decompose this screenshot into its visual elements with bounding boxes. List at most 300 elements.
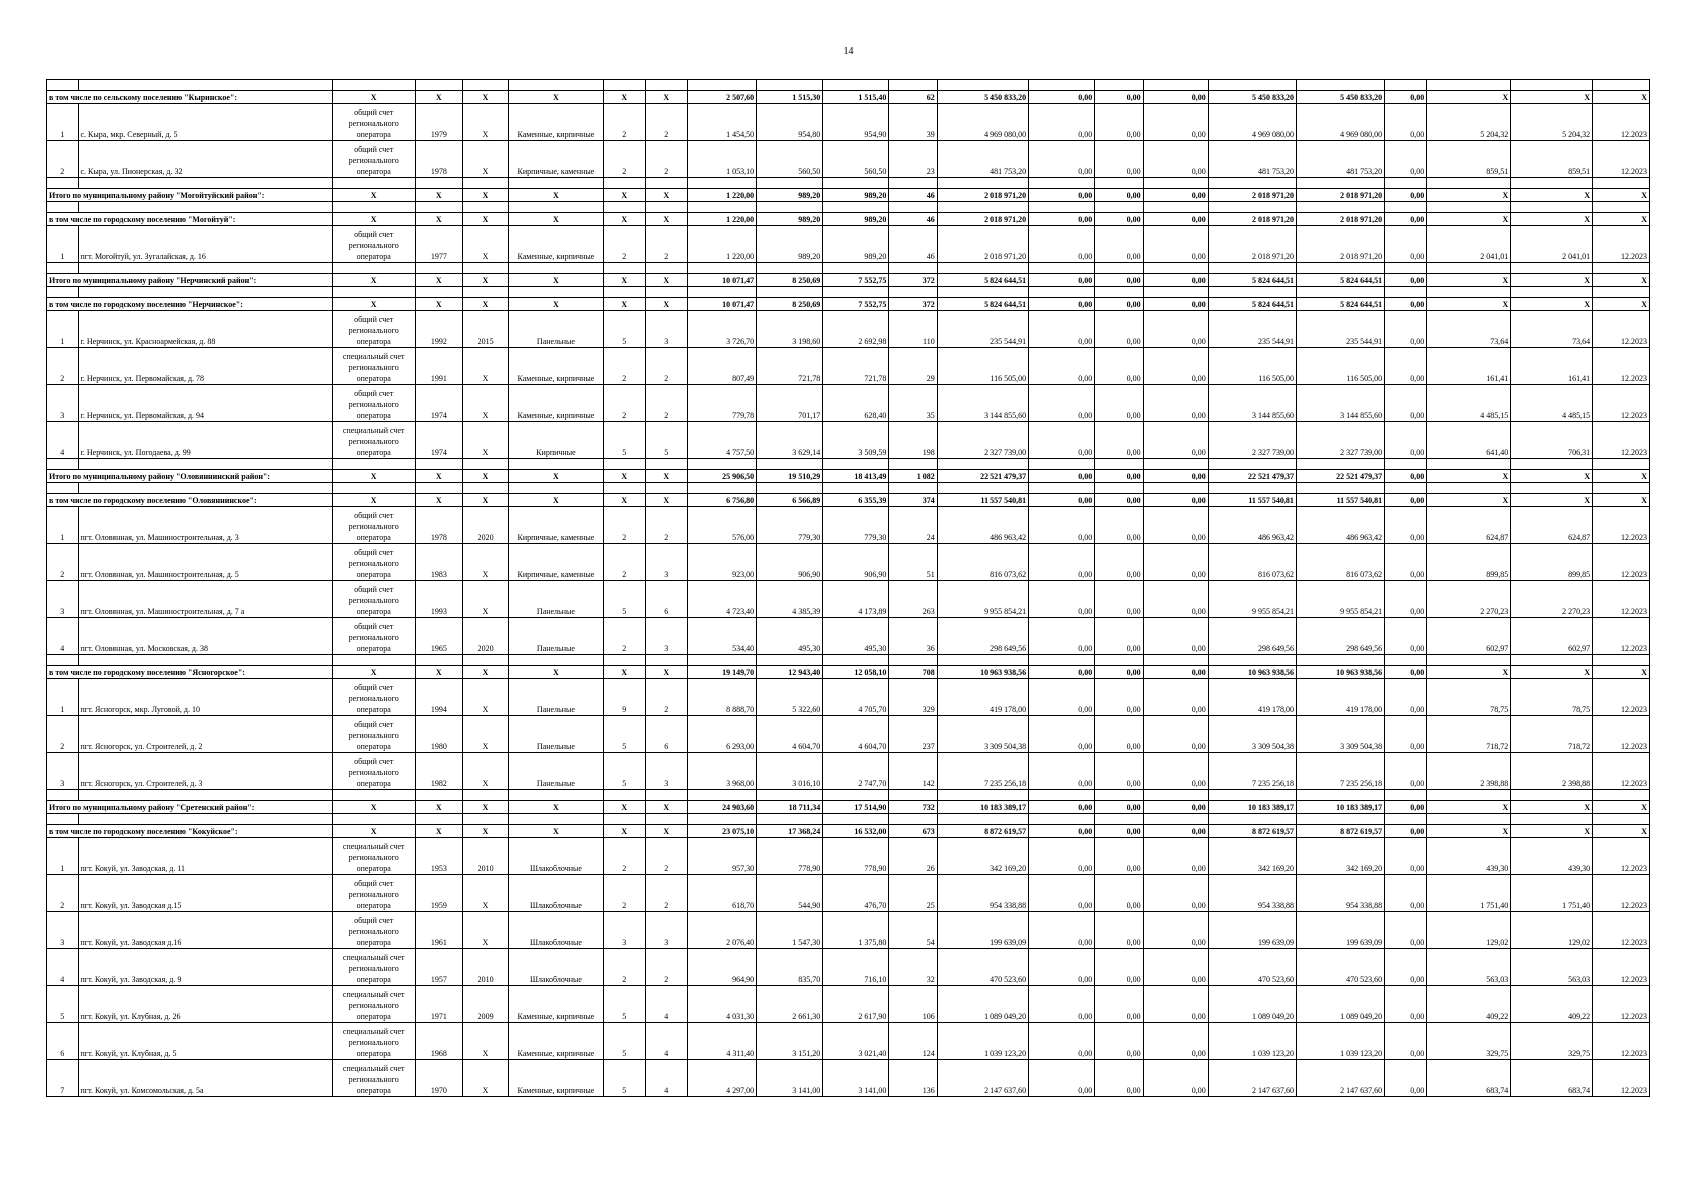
cell-col-17: 8 872 619,57 <box>1208 825 1296 838</box>
cell-col-8: X <box>645 825 687 838</box>
cell-col-12: 51 <box>889 544 937 581</box>
row-number: 2 <box>47 141 79 178</box>
cell-col-18: 199 639,09 <box>1296 912 1384 949</box>
house-address: пгт. Кокуй, ул. Клубная, д. 26 <box>78 986 332 1023</box>
cell-col-8: 2 <box>645 348 687 385</box>
cell-col-7: 2 <box>603 385 645 422</box>
cell-col-19: 0,00 <box>1385 385 1427 422</box>
cell-col-7: X <box>603 666 645 679</box>
cell-col-20: 5 204,32 <box>1427 104 1511 141</box>
cell-col-22: 12.2023 <box>1593 1023 1650 1060</box>
cell-col-10: 1 515,30 <box>757 91 823 104</box>
cell-col-11: 476,70 <box>823 875 889 912</box>
cell-col-15: 0,00 <box>1095 385 1143 422</box>
cell-col-5: X <box>462 825 508 838</box>
cell-col-11: 560,50 <box>823 141 889 178</box>
cell-col-15: 0,00 <box>1095 838 1143 875</box>
cell-col-9: 1 053,10 <box>687 141 756 178</box>
cell-col-16: 0,00 <box>1143 618 1208 655</box>
cell-col-12: 23 <box>889 141 937 178</box>
cell-col-21: 78,75 <box>1511 679 1593 716</box>
settlement-subtotal-row <box>47 213 1650 226</box>
cell-col-8: 2 <box>645 838 687 875</box>
cell-col-16: 0,00 <box>1143 348 1208 385</box>
cell-col-19: 0,00 <box>1385 825 1427 838</box>
cell-col-9: 534,40 <box>687 618 756 655</box>
row-spacer <box>47 80 1650 91</box>
cell-col-13: 1 089 049,20 <box>937 986 1028 1023</box>
house-row <box>47 385 1650 422</box>
cell-col-22: 12.2023 <box>1593 507 1650 544</box>
cell-col-21: X <box>1511 494 1593 507</box>
cell-col-21: X <box>1511 189 1593 202</box>
cell-col-3: специальный счет регионального оператора <box>332 838 415 875</box>
cell-col-5: X <box>462 298 508 311</box>
cell-col-7: 5 <box>603 753 645 790</box>
cell-col-15: 0,00 <box>1095 912 1143 949</box>
cell-col-8: X <box>645 801 687 814</box>
cell-col-22: X <box>1593 825 1650 838</box>
cell-col-15: 0,00 <box>1095 470 1143 483</box>
cell-col-17: 486 963,42 <box>1208 507 1296 544</box>
cell-col-10: 5 322,60 <box>757 679 823 716</box>
cell-col-18: 5 824 644,51 <box>1296 274 1384 287</box>
cell-col-15: 0,00 <box>1095 422 1143 459</box>
cell-col-11: 778,90 <box>823 838 889 875</box>
cell-col-17: 298 649,56 <box>1208 618 1296 655</box>
cell-col-14: 0,00 <box>1029 1060 1095 1097</box>
cell-col-22: X <box>1593 274 1650 287</box>
cell-col-21: 718,72 <box>1511 716 1593 753</box>
cell-col-20: 329,75 <box>1427 1023 1511 1060</box>
cell-col-14: 0,00 <box>1029 141 1095 178</box>
cell-col-22: X <box>1593 470 1650 483</box>
cell-col-15: 0,00 <box>1095 1023 1143 1060</box>
cell-col-10: 778,90 <box>757 838 823 875</box>
cell-col-5: X <box>462 1023 508 1060</box>
settlement-subtotal-row <box>47 666 1650 679</box>
cell-col-5: X <box>462 141 508 178</box>
cell-col-14: 0,00 <box>1029 385 1095 422</box>
cell-col-14: 0,00 <box>1029 753 1095 790</box>
cell-col-3: X <box>332 213 415 226</box>
cell-col-22: 12.2023 <box>1593 422 1650 459</box>
cell-col-15: 0,00 <box>1095 348 1143 385</box>
cell-col-15: 0,00 <box>1095 213 1143 226</box>
cell-col-7: X <box>603 213 645 226</box>
cell-col-8: 4 <box>645 1023 687 1060</box>
cell-col-7: 2 <box>603 104 645 141</box>
cell-col-17: 342 169,20 <box>1208 838 1296 875</box>
cell-col-6: X <box>509 494 604 507</box>
cell-col-13: 470 523,60 <box>937 949 1028 986</box>
cell-col-18: 235 544,91 <box>1296 311 1384 348</box>
cell-col-12: 124 <box>889 1023 937 1060</box>
cell-col-21: 683,74 <box>1511 1060 1593 1097</box>
cell-col-18: 3 144 855,60 <box>1296 385 1384 422</box>
cell-col-18: 22 521 479,37 <box>1296 470 1384 483</box>
cell-col-21: 2 041,01 <box>1511 226 1593 263</box>
cell-col-11: 17 514,90 <box>823 801 889 814</box>
cell-col-20: 4 485,15 <box>1427 385 1511 422</box>
cell-col-20: 718,72 <box>1427 716 1511 753</box>
cell-col-14: 0,00 <box>1029 679 1095 716</box>
cell-col-10: 3 629,14 <box>757 422 823 459</box>
cell-col-4: 1980 <box>415 716 462 753</box>
cell-col-21: X <box>1511 801 1593 814</box>
cell-col-7: 2 <box>603 226 645 263</box>
cell-col-8: 2 <box>645 104 687 141</box>
cell-col-22: 12.2023 <box>1593 949 1650 986</box>
cell-col-10: 1 547,30 <box>757 912 823 949</box>
house-address: пгт. Кокуй, ул. Клубная, д. 5 <box>78 1023 332 1060</box>
cell-col-12: 32 <box>889 949 937 986</box>
cell-col-22: X <box>1593 213 1650 226</box>
cell-col-20: 129,02 <box>1427 912 1511 949</box>
cell-col-5: X <box>462 91 508 104</box>
cell-col-4: 1974 <box>415 422 462 459</box>
cell-col-4: 1959 <box>415 875 462 912</box>
cell-col-7: 2 <box>603 141 645 178</box>
house-address: пгт. Оловянная, ул. Машиностроительная, д. 7 а <box>78 581 332 618</box>
cell-col-4: 1978 <box>415 507 462 544</box>
cell-col-19: 0,00 <box>1385 949 1427 986</box>
cell-col-19: 0,00 <box>1385 544 1427 581</box>
house-row <box>47 422 1650 459</box>
cell-col-6: X <box>509 470 604 483</box>
cell-col-4: 1968 <box>415 1023 462 1060</box>
cell-col-4: X <box>415 825 462 838</box>
cell-col-4: 1970 <box>415 1060 462 1097</box>
settlement-subtotal-label: в том числе по городскому поселению "Ясногорское": <box>47 666 333 679</box>
cell-col-5: X <box>462 422 508 459</box>
cell-col-4: 1961 <box>415 912 462 949</box>
row-number: 1 <box>47 311 79 348</box>
cell-col-3: X <box>332 470 415 483</box>
cell-col-8: 6 <box>645 581 687 618</box>
cell-col-9: 24 903,60 <box>687 801 756 814</box>
cell-col-10: 779,30 <box>757 507 823 544</box>
cell-col-14: 0,00 <box>1029 801 1095 814</box>
cell-col-5: X <box>462 912 508 949</box>
district-total-row <box>47 801 1650 814</box>
cell-col-10: 12 943,40 <box>757 666 823 679</box>
cell-col-9: 4 723,40 <box>687 581 756 618</box>
cell-col-22: 12.2023 <box>1593 385 1650 422</box>
cell-col-6: Шлакоблочные <box>509 875 604 912</box>
cell-col-11: 989,20 <box>823 226 889 263</box>
cell-col-14: 0,00 <box>1029 544 1095 581</box>
cell-col-17: 4 969 080,00 <box>1208 104 1296 141</box>
cell-col-15: 0,00 <box>1095 298 1143 311</box>
cell-col-3: X <box>332 801 415 814</box>
cell-col-4: 1978 <box>415 141 462 178</box>
cell-col-17: 199 639,09 <box>1208 912 1296 949</box>
cell-col-8: 3 <box>645 753 687 790</box>
house-row <box>47 581 1650 618</box>
cell-col-3: специальный счет регионального оператора <box>332 348 415 385</box>
cell-col-21: X <box>1511 825 1593 838</box>
cell-col-13: 10 963 938,56 <box>937 666 1028 679</box>
cell-col-4: X <box>415 666 462 679</box>
cell-col-9: 23 075,10 <box>687 825 756 838</box>
cell-col-17: 10 963 938,56 <box>1208 666 1296 679</box>
cell-col-3: общий счет регионального оператора <box>332 875 415 912</box>
cell-col-7: 2 <box>603 507 645 544</box>
cell-col-17: 116 505,00 <box>1208 348 1296 385</box>
cell-col-22: 12.2023 <box>1593 581 1650 618</box>
row-number: 4 <box>47 618 79 655</box>
cell-col-15: 0,00 <box>1095 753 1143 790</box>
cell-col-15: 0,00 <box>1095 679 1143 716</box>
cell-col-4: X <box>415 274 462 287</box>
cell-col-8: 2 <box>645 385 687 422</box>
cell-col-16: 0,00 <box>1143 544 1208 581</box>
row-number: 1 <box>47 679 79 716</box>
cell-col-17: 954 338,88 <box>1208 875 1296 912</box>
cell-col-16: 0,00 <box>1143 422 1208 459</box>
cell-col-5: 2020 <box>462 618 508 655</box>
cell-col-21: 129,02 <box>1511 912 1593 949</box>
cell-col-13: 2 018 971,20 <box>937 189 1028 202</box>
cell-col-10: 4 604,70 <box>757 716 823 753</box>
cell-col-14: 0,00 <box>1029 274 1095 287</box>
cell-col-14: 0,00 <box>1029 875 1095 912</box>
cell-col-21: 161,41 <box>1511 348 1593 385</box>
cell-col-19: 0,00 <box>1385 507 1427 544</box>
cell-col-20: 2 041,01 <box>1427 226 1511 263</box>
cell-col-15: 0,00 <box>1095 986 1143 1023</box>
cell-col-9: 4 297,00 <box>687 1060 756 1097</box>
cell-col-20: 563,03 <box>1427 949 1511 986</box>
cell-col-22: 12.2023 <box>1593 618 1650 655</box>
settlement-subtotal-label: в том числе по городскому поселению "Могойтуй": <box>47 213 333 226</box>
cell-col-5: X <box>462 679 508 716</box>
cell-col-19: 0,00 <box>1385 422 1427 459</box>
cell-col-10: 3 151,20 <box>757 1023 823 1060</box>
cell-col-18: 470 523,60 <box>1296 949 1384 986</box>
cell-col-5: X <box>462 875 508 912</box>
cell-col-6: Кирпичные, каменные <box>509 544 604 581</box>
cell-col-9: 576,00 <box>687 507 756 544</box>
cell-col-16: 0,00 <box>1143 1023 1208 1060</box>
house-row <box>47 838 1650 875</box>
cell-col-10: 544,90 <box>757 875 823 912</box>
cell-col-7: X <box>603 470 645 483</box>
capital-repair-register-table <box>46 79 1650 1097</box>
cell-col-10: 835,70 <box>757 949 823 986</box>
cell-col-11: 716,10 <box>823 949 889 986</box>
cell-col-12: 263 <box>889 581 937 618</box>
page-number: 14 <box>843 46 854 57</box>
cell-col-9: 3 968,00 <box>687 753 756 790</box>
house-address: пгт. Кокуй, ул. Комсомольская, д. 5а <box>78 1060 332 1097</box>
cell-col-19: 0,00 <box>1385 801 1427 814</box>
cell-col-20: 409,22 <box>1427 986 1511 1023</box>
cell-col-21: 899,85 <box>1511 544 1593 581</box>
cell-col-20: 624,87 <box>1427 507 1511 544</box>
cell-col-15: 0,00 <box>1095 949 1143 986</box>
cell-col-16: 0,00 <box>1143 213 1208 226</box>
settlement-subtotal-label: в том числе по городскому поселению "Нерчинское": <box>47 298 333 311</box>
cell-col-11: 3 141,00 <box>823 1060 889 1097</box>
house-address: пгт. Могойтуй, ул. Зугалайская, д. 16 <box>78 226 332 263</box>
cell-col-9: 4 757,50 <box>687 422 756 459</box>
cell-col-17: 481 753,20 <box>1208 141 1296 178</box>
cell-col-10: 19 510,29 <box>757 470 823 483</box>
cell-col-6: Кирпичные, каменные <box>509 141 604 178</box>
cell-col-16: 0,00 <box>1143 679 1208 716</box>
cell-col-10: 3 198,60 <box>757 311 823 348</box>
cell-col-8: X <box>645 274 687 287</box>
cell-col-14: 0,00 <box>1029 226 1095 263</box>
cell-col-4: X <box>415 189 462 202</box>
cell-col-3: специальный счет регионального оператора <box>332 1023 415 1060</box>
cell-col-6: Панельные <box>509 581 604 618</box>
cell-col-18: 816 073,62 <box>1296 544 1384 581</box>
cell-col-3: X <box>332 666 415 679</box>
cell-col-14: 0,00 <box>1029 189 1095 202</box>
cell-col-6: Шлакоблочные <box>509 838 604 875</box>
cell-col-16: 0,00 <box>1143 1060 1208 1097</box>
cell-col-10: 560,50 <box>757 141 823 178</box>
register-table-body <box>47 80 1650 1097</box>
district-total-row <box>47 189 1650 202</box>
cell-col-21: 2 398,88 <box>1511 753 1593 790</box>
cell-col-13: 816 073,62 <box>937 544 1028 581</box>
cell-col-3: общий счет регионального оператора <box>332 311 415 348</box>
house-row <box>47 507 1650 544</box>
cell-col-4: X <box>415 494 462 507</box>
house-address: пгт. Оловянная, ул. Машиностроительная, д. 5 <box>78 544 332 581</box>
cell-col-13: 2 147 637,60 <box>937 1060 1028 1097</box>
cell-col-12: 673 <box>889 825 937 838</box>
cell-col-19: 0,00 <box>1385 91 1427 104</box>
cell-col-22: X <box>1593 666 1650 679</box>
cell-col-21: 2 270,23 <box>1511 581 1593 618</box>
cell-col-17: 5 824 644,51 <box>1208 298 1296 311</box>
cell-col-20: 602,97 <box>1427 618 1511 655</box>
cell-col-12: 329 <box>889 679 937 716</box>
cell-col-20: 2 398,88 <box>1427 753 1511 790</box>
cell-col-18: 486 963,42 <box>1296 507 1384 544</box>
cell-col-21: 409,22 <box>1511 986 1593 1023</box>
house-address: пгт. Кокуй, ул. Заводская, д. 9 <box>78 949 332 986</box>
cell-col-11: 4 705,70 <box>823 679 889 716</box>
cell-col-17: 816 073,62 <box>1208 544 1296 581</box>
cell-col-12: 62 <box>889 91 937 104</box>
cell-col-10: 17 368,24 <box>757 825 823 838</box>
cell-col-11: 7 552,75 <box>823 298 889 311</box>
cell-col-12: 46 <box>889 189 937 202</box>
cell-col-15: 0,00 <box>1095 618 1143 655</box>
cell-col-22: X <box>1593 91 1650 104</box>
cell-col-12: 39 <box>889 104 937 141</box>
cell-col-17: 1 039 123,20 <box>1208 1023 1296 1060</box>
cell-col-19: 0,00 <box>1385 666 1427 679</box>
settlement-subtotal-label: в том числе по сельскому поселению "Кыринское": <box>47 91 333 104</box>
cell-col-5: X <box>462 348 508 385</box>
cell-col-21: X <box>1511 213 1593 226</box>
cell-col-5: X <box>462 666 508 679</box>
cell-col-17: 10 183 389,17 <box>1208 801 1296 814</box>
row-number: 4 <box>47 949 79 986</box>
cell-col-18: 481 753,20 <box>1296 141 1384 178</box>
cell-col-19: 0,00 <box>1385 679 1427 716</box>
cell-col-13: 11 557 540,81 <box>937 494 1028 507</box>
cell-col-3: X <box>332 189 415 202</box>
cell-col-10: 906,90 <box>757 544 823 581</box>
cell-col-11: 7 552,75 <box>823 274 889 287</box>
cell-col-14: 0,00 <box>1029 104 1095 141</box>
house-row <box>47 618 1650 655</box>
cell-col-19: 0,00 <box>1385 311 1427 348</box>
cell-col-19: 0,00 <box>1385 226 1427 263</box>
cell-col-4: 1979 <box>415 104 462 141</box>
cell-col-17: 2 018 971,20 <box>1208 226 1296 263</box>
settlement-subtotal-label: в том числе по городскому поселению "Оловяннинское": <box>47 494 333 507</box>
cell-col-14: 0,00 <box>1029 838 1095 875</box>
cell-col-9: 2 076,40 <box>687 912 756 949</box>
cell-col-16: 0,00 <box>1143 470 1208 483</box>
cell-col-3: общий счет регионального оператора <box>332 141 415 178</box>
cell-col-18: 2 018 971,20 <box>1296 213 1384 226</box>
cell-col-5: X <box>462 104 508 141</box>
cell-col-21: 1 751,40 <box>1511 875 1593 912</box>
cell-col-18: 11 557 540,81 <box>1296 494 1384 507</box>
cell-col-19: 0,00 <box>1385 494 1427 507</box>
cell-col-15: 0,00 <box>1095 189 1143 202</box>
cell-col-18: 954 338,88 <box>1296 875 1384 912</box>
row-number: 4 <box>47 422 79 459</box>
cell-col-20: 899,85 <box>1427 544 1511 581</box>
cell-col-21: 624,87 <box>1511 507 1593 544</box>
cell-col-20: X <box>1427 213 1511 226</box>
cell-col-11: 12 058,10 <box>823 666 889 679</box>
house-address: г. Нерчинск, ул. Первомайская, д. 78 <box>78 348 332 385</box>
cell-col-22: 12.2023 <box>1593 753 1650 790</box>
cell-col-6: X <box>509 801 604 814</box>
cell-col-10: 4 385,39 <box>757 581 823 618</box>
cell-col-19: 0,00 <box>1385 141 1427 178</box>
cell-col-12: 136 <box>889 1060 937 1097</box>
row-number: 5 <box>47 986 79 1023</box>
cell-col-9: 3 726,70 <box>687 311 756 348</box>
cell-col-22: 12.2023 <box>1593 1060 1650 1097</box>
cell-col-10: 8 250,69 <box>757 274 823 287</box>
cell-col-19: 0,00 <box>1385 753 1427 790</box>
cell-col-19: 0,00 <box>1385 581 1427 618</box>
cell-col-12: 26 <box>889 838 937 875</box>
cell-col-21: 602,97 <box>1511 618 1593 655</box>
cell-col-14: 0,00 <box>1029 618 1095 655</box>
cell-col-5: X <box>462 716 508 753</box>
cell-col-17: 470 523,60 <box>1208 949 1296 986</box>
cell-col-13: 5 824 644,51 <box>937 274 1028 287</box>
cell-col-4: 1971 <box>415 986 462 1023</box>
cell-col-8: 3 <box>645 311 687 348</box>
cell-col-13: 7 235 256,18 <box>937 753 1028 790</box>
cell-col-15: 0,00 <box>1095 801 1143 814</box>
house-row <box>47 875 1650 912</box>
cell-col-6: Кирпичные, каменные <box>509 507 604 544</box>
cell-col-5: X <box>462 226 508 263</box>
cell-col-7: 2 <box>603 949 645 986</box>
cell-col-17: 5 824 644,51 <box>1208 274 1296 287</box>
cell-col-14: 0,00 <box>1029 311 1095 348</box>
cell-col-18: 2 018 971,20 <box>1296 189 1384 202</box>
cell-col-5: X <box>462 213 508 226</box>
